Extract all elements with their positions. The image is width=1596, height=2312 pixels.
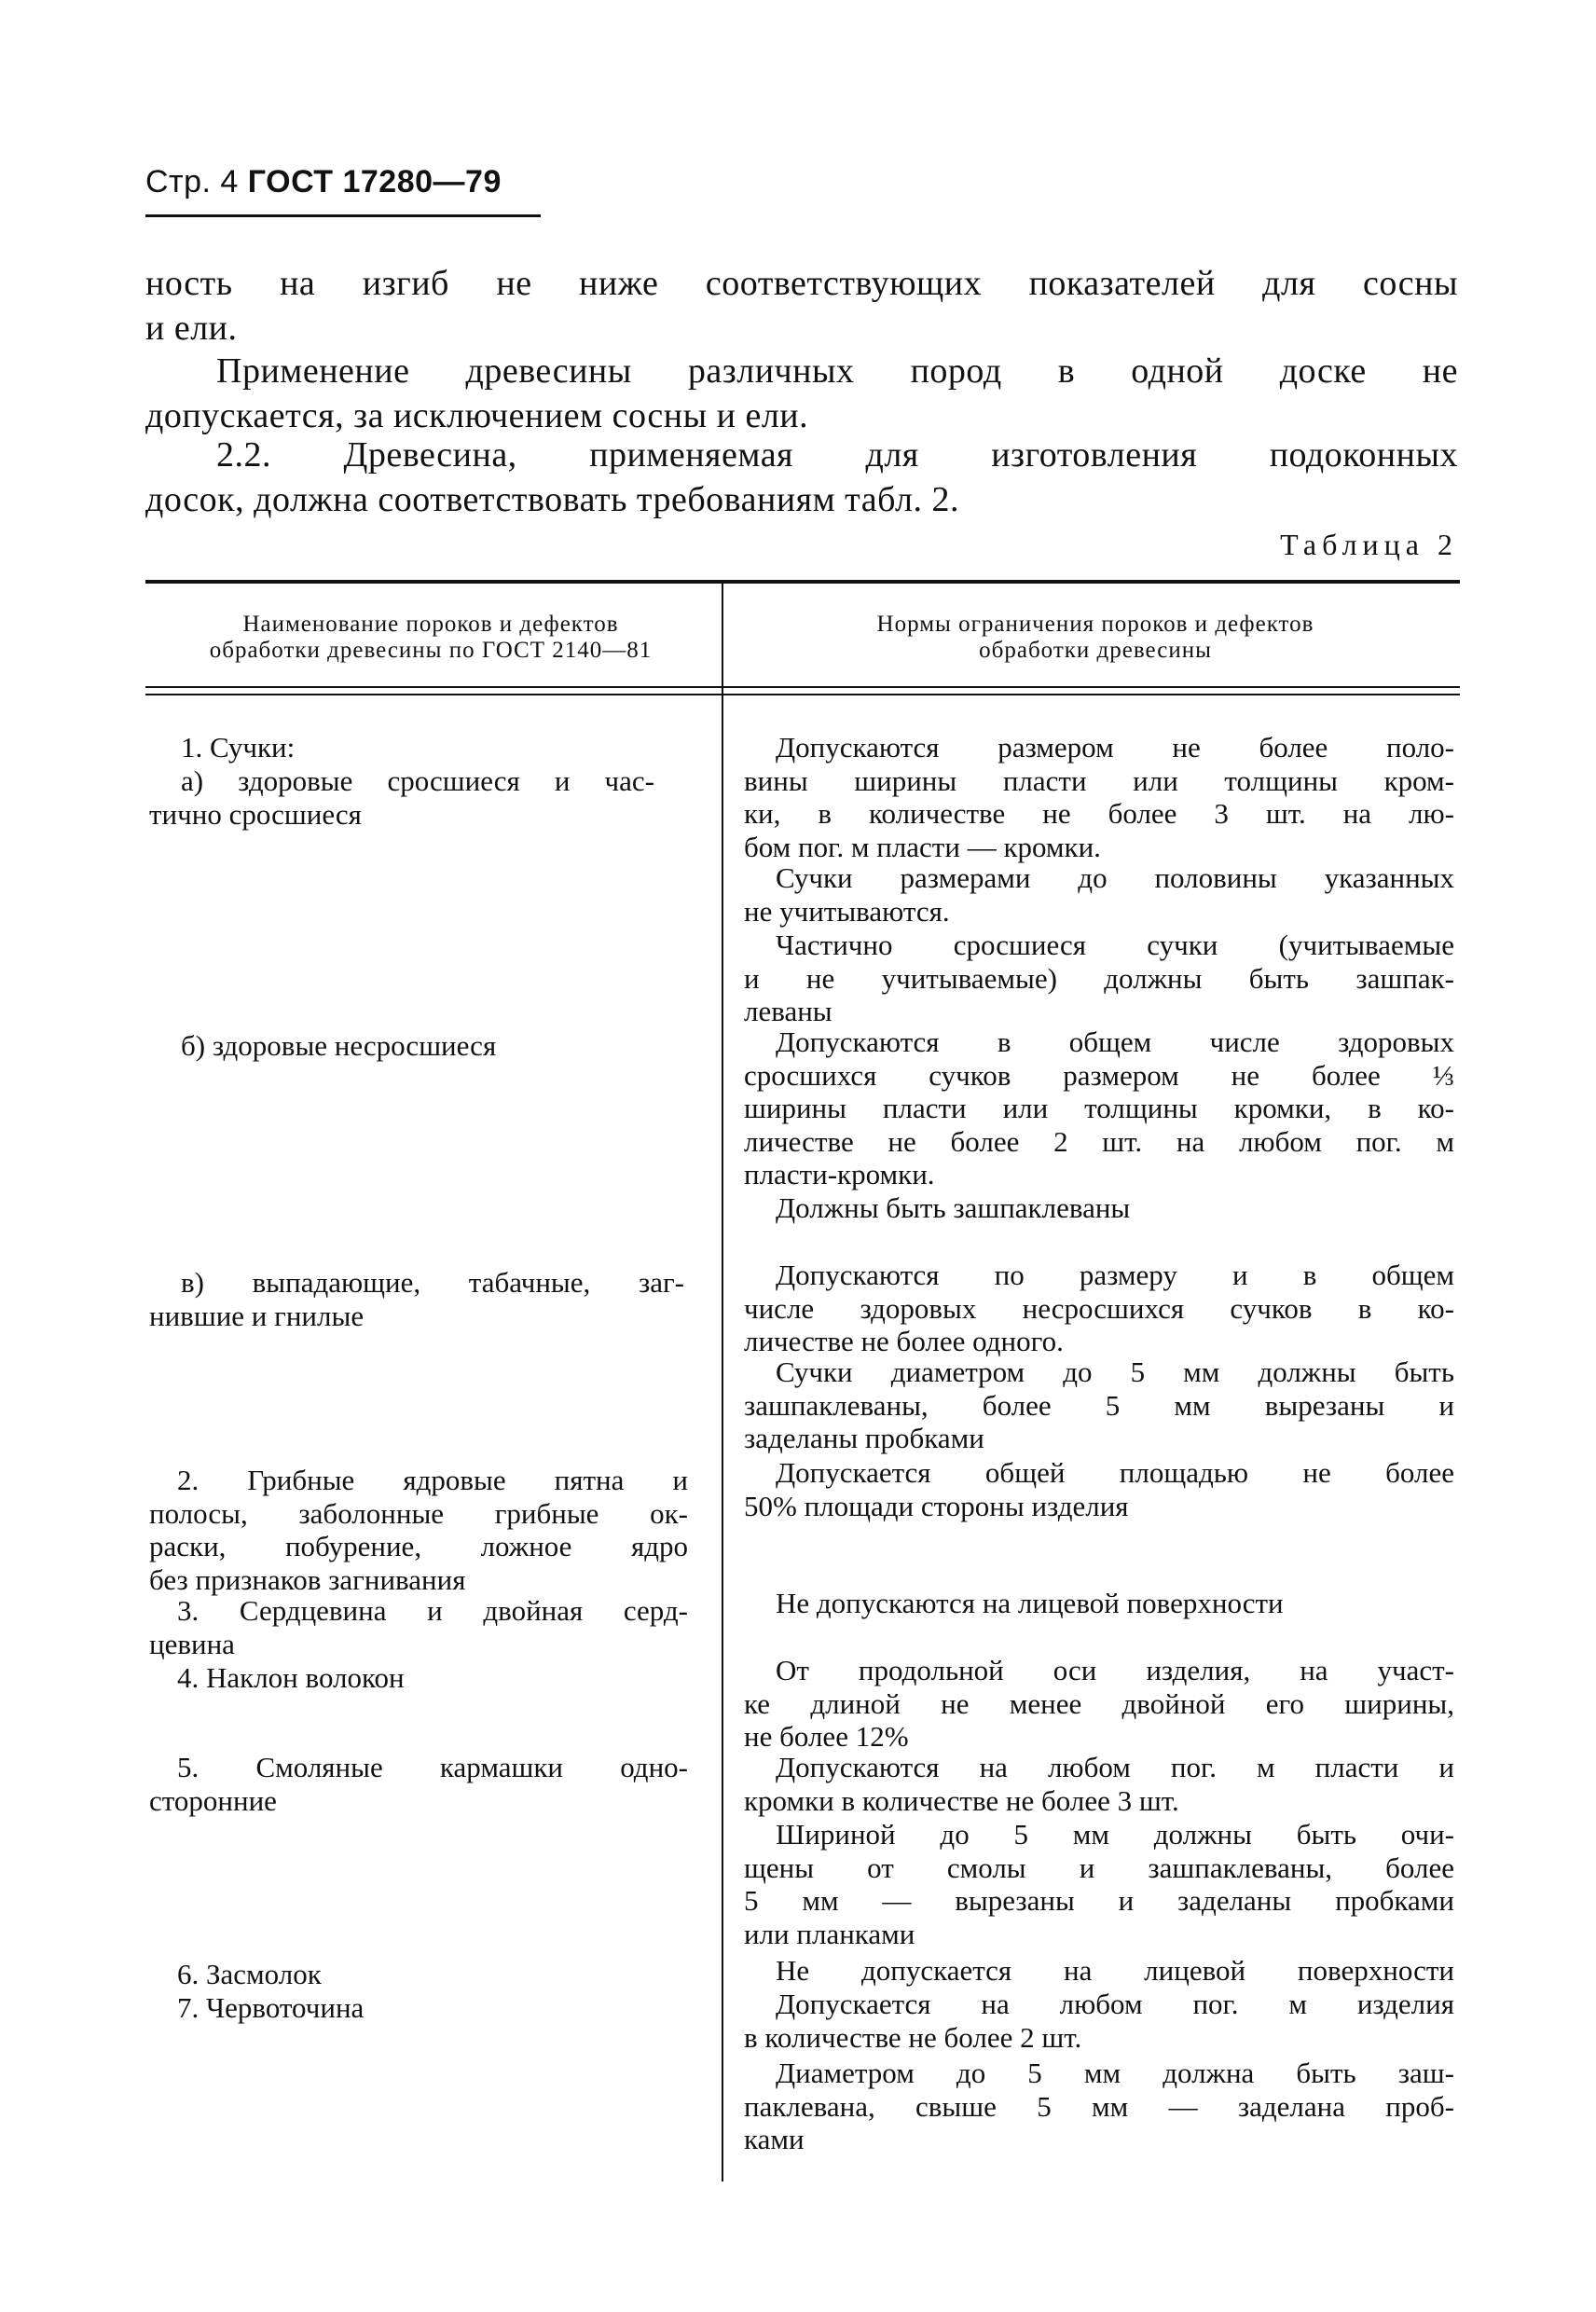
table-header-left: Наименование пороков и дефектов обработки древесины по ГОСТ 2140—81 [209,612,653,663]
table-top-rule [145,580,1460,584]
defect-wormhole: 7. Червоточина [177,1991,365,2024]
body-line: 2.2. Древесина, применяемая для изготовления подоконных [216,435,1458,475]
defect-fungal-stains: 2. Грибные ядровые пятна и полосы, заболонные грибные ок- раски, побурение, ложное ядро без признаков загнивания [149,1464,688,1596]
defect-pith: 3. Сердцевина и двойная серд- цевина [149,1594,688,1660]
defect-knots: 1. Сучки: [181,731,296,764]
page-header [145,164,502,200]
norm-knots-b-1: Допускаются в общем числе здоровых сросшихся сучков размером не более ⅓ ширины пласти или толщины кромки, в ко- личестве не более 2 шт. на любом пог. м пласти-кромки. [744,1025,1454,1190]
body-line: Применение древесины различных пород в одной доске не [216,351,1458,391]
defect-knots-a-cont: тично сросшиеся [149,798,362,831]
header-rule [145,214,541,217]
table-column-divider [722,584,723,2181]
norm-grain-slope: От продольной оси изделия, на участ- ке длиной не менее двойной его ширины, не более 12% [744,1654,1454,1753]
norm-resin-streak: Не допускается на лицевой поверхности [776,1954,1454,1987]
norm-wormhole-1: Допускается на любом пог. м изделия в количестве не более 2 шт. [744,1988,1454,2054]
defect-knots-c-cont: нившие и гнилые [149,1300,365,1332]
norm-knots-c-2: Сучки диаметром до 5 мм должны быть зашпаклеваны, более 5 мм вырезаны и заделаны пробками [744,1356,1454,1454]
table-header-rule-1 [145,686,1460,688]
norm-resin-pockets-1: Допускаются на любом пог. м пласти и кромки в количестве не более 3 шт. [744,1751,1454,1817]
body-line: допускается, за исключением сосны и ели. [145,396,809,435]
defect-knots-c: в) выпадающие, табачные, заг- [181,1266,684,1299]
body-line: ность на изгиб не ниже соответствующих показателей для сосны [145,264,1458,303]
table-header-rule-2 [145,694,1460,695]
norm-pith: Не допускаются на лицевой поверхности [776,1587,1284,1619]
defect-resin-streak: 6. Засмолок [177,1958,322,1990]
defect-grain-slope: 4. Наклон волокон [177,1661,405,1694]
page-number: Стр. 4 [145,164,239,200]
body-line: досок, должна соответствовать требованиям табл. 2. [145,480,959,519]
table-caption: Таблица 2 [1280,528,1458,561]
standard-number: ГОСТ 17280—79 [247,164,502,200]
defect-resin-pockets: 5. Смоляные кармашки одно- сторонние [149,1751,688,1817]
norm-knots-a-3: Частично сросшиеся сучки (учитываемые и не учитываемые) должны быть зашпак- леваны [744,929,1454,1027]
body-line: и ели. [145,309,238,348]
table-header-right: Нормы ограничения пороков и дефектов обработки древесины [876,612,1314,663]
defect-knots-a: а) здоровые сросшиеся и час- [181,764,654,797]
norm-fungal-stains: Допускается общей площадью не более 50% площади стороны изделия [744,1456,1454,1522]
norm-knots-a-1: Допускаются размером не более поло- вины ширины пласти или толщины кром- ки, в количестве не более 3 шт. на лю- бом пог. м пласти — кромки. [744,731,1454,863]
norm-knots-a-2: Сучки размерами до половины указанных не учитываются. [744,861,1454,928]
norm-knots-c-1: Допускаются по размеру и в общем числе здоровых несросшихся сучков в ко- личестве не более одного. [744,1259,1454,1357]
norm-resin-pockets-2: Шириной до 5 мм должны быть очи- щены от смолы и зашпаклеваны, более 5 мм — вырезаны и заделаны пробками или планками [744,1818,1454,1950]
norm-wormhole-2: Диаметром до 5 мм должна быть заш- паклевана, свыше 5 мм — заделана проб- ками [744,2057,1454,2155]
defect-knots-b: б) здоровые несросшиеся [181,1029,497,1062]
norm-knots-b-2: Должны быть зашпаклеваны [776,1191,1131,1224]
